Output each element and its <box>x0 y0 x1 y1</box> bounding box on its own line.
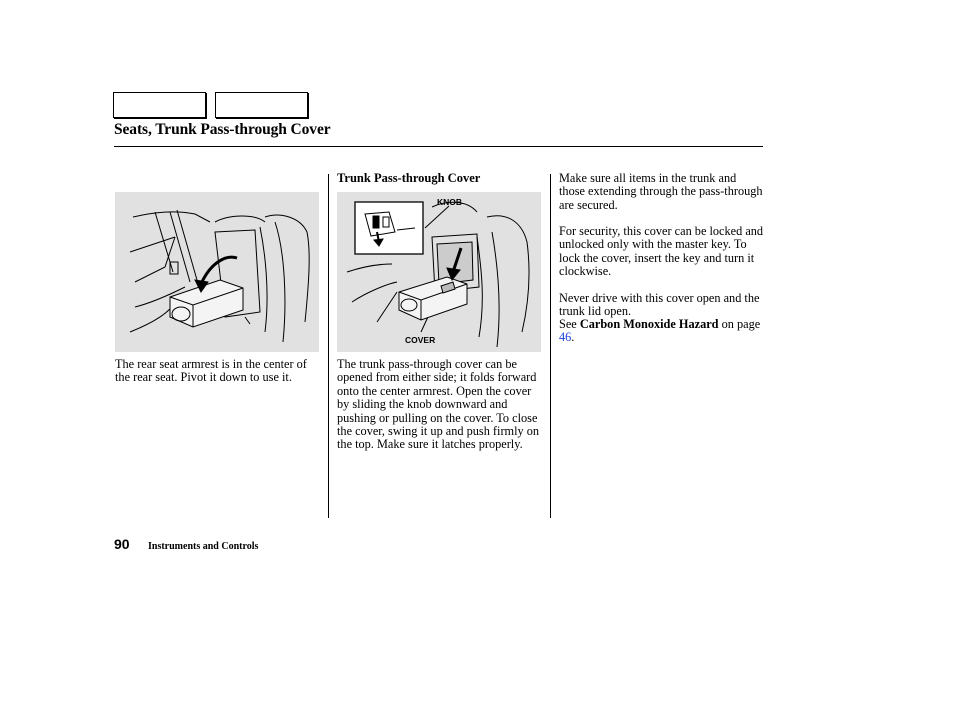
section-heading: Trunk Pass-through Cover <box>337 171 481 185</box>
see-suffix: . <box>571 330 575 345</box>
knob-label: KNOB <box>437 197 463 207</box>
previous-page-button[interactable] <box>113 92 206 118</box>
pass-through-cover-illustration <box>337 192 541 352</box>
cross-reference <box>559 318 765 345</box>
page-link[interactable]: 46 <box>559 330 572 345</box>
cargo-security-paragraph: Make sure all items in the trunk and those extending through the pass-through are secured. <box>559 171 763 212</box>
warning-paragraph: Never drive with this cover open and the trunk lid open. <box>559 291 760 319</box>
lock-paragraph: For security, this cover can be locked and unlocked only with the master key. To lock the cover, insert the key and turn it clockwise. <box>559 224 764 279</box>
see-middle: on page <box>721 317 761 331</box>
page-number: 90 <box>114 536 130 552</box>
footer-section-name: Instruments and Controls <box>148 541 259 552</box>
armrest-illustration <box>115 192 319 352</box>
cover-description: The trunk pass-through cover can be opened from either side; it folds forward onto the center armrest. Open the cover by sliding the knob downward and pushing or pulling on the cover. To close the cover, swing it up and push firmly on the top. Make sure it latches properly. <box>337 357 540 452</box>
page-title: Seats, Trunk Pass-through Cover <box>114 121 331 138</box>
carbon-monoxide-reference: Carbon Monoxide Hazard <box>579 317 719 331</box>
next-page-button[interactable] <box>215 92 308 118</box>
title-divider <box>114 146 763 147</box>
column-divider <box>550 174 551 518</box>
column-divider <box>328 174 329 518</box>
cover-label: COVER <box>405 335 436 345</box>
see-prefix: See <box>559 317 577 331</box>
armrest-description: The rear seat armrest is in the center of the rear seat. Pivot it down to use it. <box>115 357 307 385</box>
